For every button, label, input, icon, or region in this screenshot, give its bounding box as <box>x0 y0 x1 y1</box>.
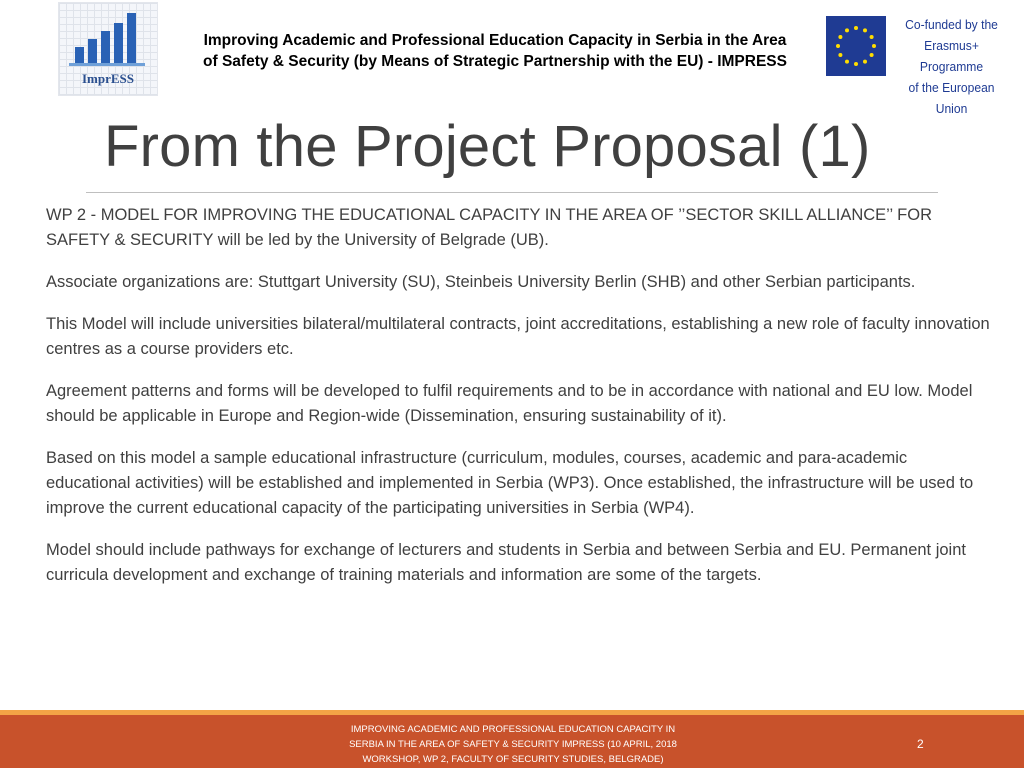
bar-chart-logo-icon <box>59 3 157 73</box>
cofund-line: Erasmus+ Programme <box>919 38 984 74</box>
body-paragraph: Associate organizations are: Stuttgart University (SU), Steinbeis University Berlin (SHB) and other Serbian participants. <box>46 273 916 291</box>
footer-line-text: WORKSHOP, WP 2, FACULTY OF SECURITY STUDIES, BELGRADE) <box>362 754 664 765</box>
logo-text: ImprESS <box>81 71 135 86</box>
title-divider <box>86 192 938 193</box>
page-number: 2 <box>917 737 924 751</box>
footer-line-text: IMPROVING ACADEMIC AND PROFESSIONAL EDUCATION CAPACITY IN <box>350 724 676 735</box>
cofunded-label <box>892 14 1011 119</box>
footer-bar <box>0 715 1024 768</box>
project-title: Improving Academic and Professional Education Capacity in Serbia in the Area of Safety & Security (by Means of Strategic Partnership with the EU) - IMPRESS <box>203 32 787 70</box>
body-paragraph: This Model will include universities bilateral/multilateral contracts, joint accreditations, establishing a new role of faculty innovation centres as a course providers etc. <box>46 315 990 358</box>
cofund-line: of the European Union <box>908 80 995 116</box>
eu-flag-icon <box>826 16 886 76</box>
footer-line-text: SERBIA IN THE AREA OF SAFETY & SECURITY IMPRESS (10 APRIL, 2018 <box>349 739 677 750</box>
body-paragraph: Agreement patterns and forms will be developed to fulfil requirements and to be in accordance with national and EU low. Model should be applicable in Europe and Region-wide (Dissemination, ensuring sustainability of it). <box>46 382 973 425</box>
slide-title: From the Project Proposal (1) <box>104 114 871 179</box>
slide-body <box>46 203 996 605</box>
body-paragraph: Model should include pathways for exchange of lecturers and students in Serbia and between Serbia and EU. Permanent joint curricula development and exchange of training materials and information are some of the targets. <box>46 541 966 584</box>
body-paragraph: Based on this model a sample educational infrastructure (curriculum, modules, courses, academic and para-academic educational activities) will be established and implemented in Serbia (WP3). Once established, the infrastructure will be used to improve the current educational capacity of the participating universities in Serbia (WP4). <box>46 449 974 517</box>
impress-logo <box>58 2 158 96</box>
footer-text <box>300 722 726 767</box>
body-paragraph: WP 2 - MODEL FOR IMPROVING THE EDUCATIONAL CAPACITY IN THE AREA OF ’’SECTOR SKILL ALLIANCE’’ FOR SAFETY & SECURITY will be led by the University of Belgrade (UB). <box>46 206 933 249</box>
cofund-line: Co-funded by the <box>905 17 998 32</box>
